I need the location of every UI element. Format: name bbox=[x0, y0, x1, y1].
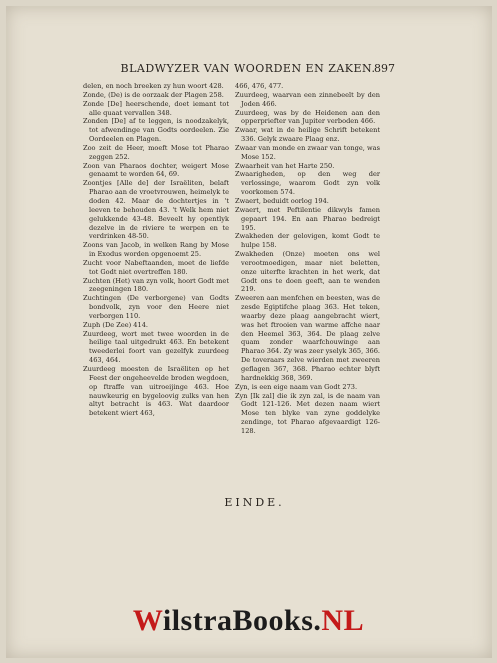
watermark-suffix: NL bbox=[321, 604, 365, 637]
index-entry: Zoon van Pharaos dochter, weigert Mose genaamt te worden 64, 69. bbox=[83, 161, 229, 179]
index-entry: Zuurdeeg, waarvan een zinnebeelt by den Joden 466. bbox=[235, 90, 380, 108]
book-page bbox=[6, 6, 492, 658]
index-entry: Zweeren aan menfchen en beesten, was de zesde Egiptifche plaag 363. Het teken, waarby deze plaag aangebracht wiert, was het ftrooien van warme affche naar den Heemel 363, 364. De plaag zelve quam zonder waarfchouwinge aan Pharao 364. Zy was zeer yselyk 365, 366. De toveraars zelve wierden met zweeren geflagen 367, 368. Pharao echter blyft hardnekkig 368, 369. bbox=[235, 294, 380, 382]
index-entry: Zonde [De] heerschende, doet iemant tot alle quaat vervallen 348. bbox=[83, 99, 229, 117]
index-entry: Zuurdeeg moesten de Israëliten op het Feest der ongeheevelde broden wegdoen, op ftraffe van uitroeijinge 463. Hoe nauwkeurig en bygeloovig zulks van hen altyt betracht is 463. Wat daardoor betekent wiert 463, bbox=[83, 365, 229, 418]
index-entry: Zuchtingen (De verborgene) van Godts bondvolk, zyn voor den Heere niet verborgen 110. bbox=[83, 294, 229, 320]
index-entry: Zwakheden (Onze) moeten ons wel verootmoedigen, maar niet beletten, onze uiterfte krachten in het werk, dat Godt ons te doen geeft, aan te wenden 219. bbox=[235, 250, 380, 294]
page-number: 897 bbox=[374, 62, 395, 75]
index-entry: Zwaarheit van het Harte 250. bbox=[235, 161, 335, 170]
index-entry: Zwaar van monde en zwaar van tonge, was Mose 152. bbox=[235, 143, 380, 161]
index-entry: Zoons van Jacob, in welken Rang by Mose in Exodus worden opgenoemt 25. bbox=[83, 241, 229, 259]
index-entry: Zonde, (De) is de oorzaak der Plagen 258. bbox=[83, 90, 224, 99]
page-header-title: BLADWYZER VAN WOORDEN EN ZAKEN. bbox=[120, 62, 376, 75]
watermark-initial: W bbox=[132, 604, 163, 637]
index-entry: Zuurdeeg, wort met twee woorden in de heilige taal uitgedrukt 463. En betekent tweederlei foort van gezelfyk zuurdeeg 463, 464. bbox=[83, 329, 229, 365]
watermark-name: ilstraBooks. bbox=[162, 604, 322, 637]
index-entry: Zuph (De Zee) 414. bbox=[83, 320, 148, 329]
index-entry: Zwaarigheden, op den weg der verlossinge, waarom Godt zyn volk voorkomen 574. bbox=[235, 170, 380, 197]
index-entry: Zwaert, beduidt oorlog 194. bbox=[235, 196, 329, 205]
index-entry: Zucht voor Nabeftaanden, moet de liefde tot Godt niet overtreffen 180. bbox=[83, 258, 229, 276]
index-entry: Zonden [De] af te leggen, is noodzakelyk, tot afwendinge van Godts oordeelen. Zie Oordeelen en Plagen. bbox=[83, 117, 229, 144]
index-entry: Zuurdeeg, was by de Heidenen aan den opperpriefter van Jupiter verboden 466. bbox=[235, 108, 380, 126]
index-entry: Zoo zeit de Heer, moeft Mose tot Pharao zeggen 252. bbox=[83, 143, 229, 161]
index-entry: Zyn [Ik zal] die ik zyn zal, is de naam van Godt 121-126. Met dezen naam wiert Mose ten blyke van zyne goddelyke zendinge, tot Pharao afgevaardigt 126-128. bbox=[235, 391, 380, 435]
index-entry: Zwaert, met Peftilentie dikwyls famen gepaart 194. En aan Pharao bedreigt 195. bbox=[235, 205, 380, 232]
watermark-logo bbox=[0, 604, 497, 638]
index-entry: Zuchten (Het) van zyn volk, hoort Godt met zeegeningen 180. bbox=[83, 276, 229, 294]
index-column-left bbox=[83, 82, 229, 418]
end-marker: EINDE. bbox=[224, 496, 285, 509]
index-entry: Zwaar, wat in de heilige Schrift betekent 336. Gelyk zwaare Plaag enz. bbox=[235, 126, 380, 144]
index-column-right bbox=[235, 82, 380, 436]
index-entry: Zwakheden der gelovigen, komt Godt te hulpe 158. bbox=[235, 232, 380, 250]
index-entry: delen, en noch breeken zy hun woort 428. bbox=[83, 82, 224, 90]
index-entry: Zoontjes [Alle de] der Israëliten, belaft Pharao aan de vroetvrouwen, heimelyk te doden 42. Maar de dochtertjes in 't leeven te behouden 43. 't Welk hem niet gelukkende 43-48. Beveelt hy opentlyk dezelve in de riviere te werpen en te verdrinken 48-50. bbox=[83, 179, 229, 241]
index-entry: Zyn, is een eige naam van Godt 273. bbox=[235, 382, 358, 391]
index-entry: 466, 476, 477. bbox=[235, 82, 284, 90]
